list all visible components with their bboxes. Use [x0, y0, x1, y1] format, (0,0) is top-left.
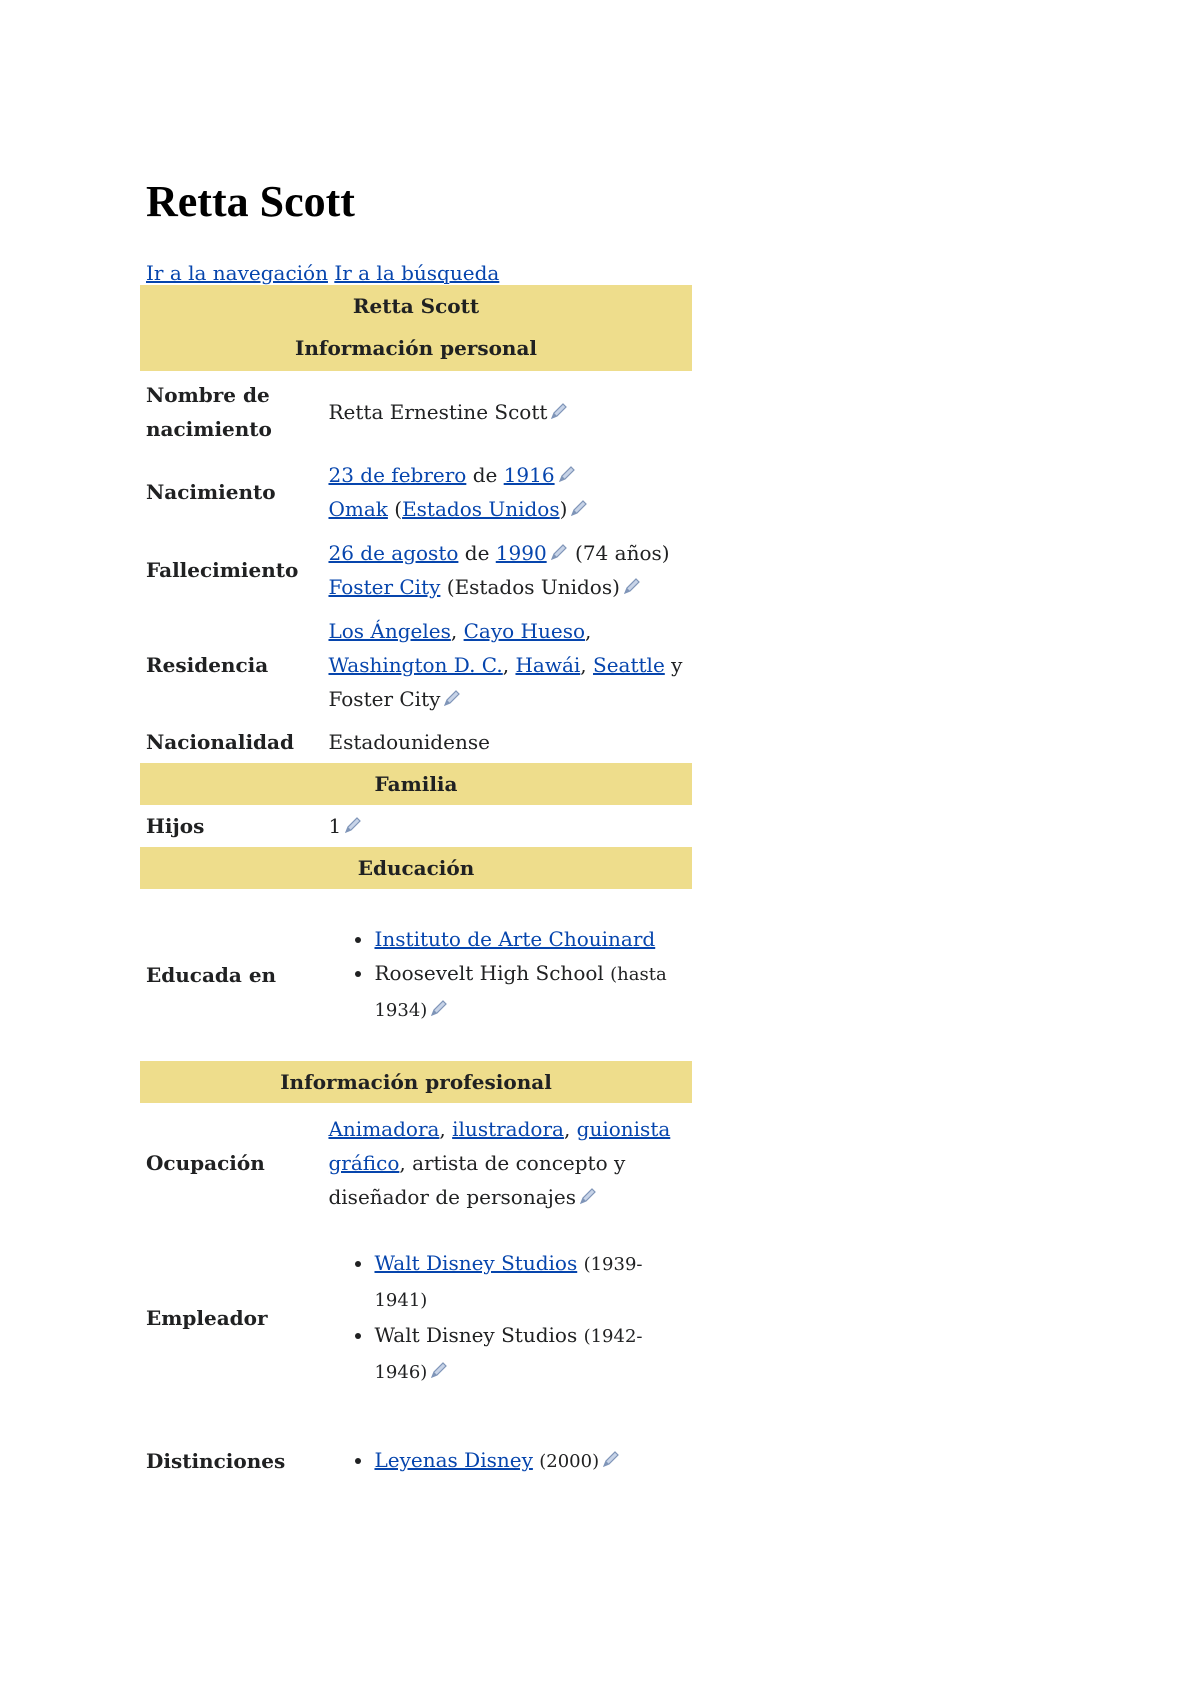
value-death: [322, 531, 692, 609]
value-educated: [322, 889, 692, 1061]
list-item: [374, 1443, 686, 1479]
section-professional-row: [140, 1061, 692, 1103]
birth-day-link[interactable]: 23 de febrero: [328, 463, 467, 487]
educated-roosevelt-note: (hasta 1934): [374, 964, 667, 1021]
row-birth-name: [140, 371, 692, 453]
value-employer: [322, 1223, 692, 1413]
pencil-icon[interactable]: [578, 1182, 598, 1202]
employer-list: [328, 1246, 686, 1390]
employer-note-1: (1939-1941): [374, 1254, 643, 1311]
pencil-icon[interactable]: [429, 994, 449, 1014]
death-day-link[interactable]: 26 de agosto: [328, 541, 459, 565]
infobox: [140, 285, 692, 1509]
row-residence: [140, 609, 692, 721]
residence-link-hawaii[interactable]: Hawái: [515, 653, 581, 677]
label-death: Fallecimiento: [146, 558, 299, 582]
awards-link-disney-legends[interactable]: Leyenas Disney: [374, 1448, 533, 1472]
awards-note: (2000): [539, 1451, 600, 1472]
section-family-row: [140, 763, 692, 805]
residence-conj: y: [671, 653, 683, 677]
employer-note-2: (1942-1946): [374, 1326, 643, 1383]
birth-name-text: Retta Ernestine Scott: [328, 400, 548, 424]
row-death: [140, 531, 692, 609]
pencil-icon[interactable]: [557, 460, 577, 480]
row-birth: [140, 453, 692, 531]
section-professional-header: Información profesional: [140, 1061, 692, 1103]
label-birth: Nacimiento: [146, 480, 276, 504]
occupation-rest: , artista de concepto y diseñador de personajes: [328, 1151, 626, 1209]
label-birth-name: Nombre de nacimiento: [146, 383, 272, 441]
residence-last: Foster City: [328, 687, 441, 711]
row-occupation: [140, 1103, 692, 1223]
label-nationality: Nacionalidad: [146, 730, 294, 754]
pencil-icon[interactable]: [343, 811, 363, 831]
death-de-text: de: [464, 541, 490, 565]
residence-link-seattle[interactable]: Seattle: [593, 653, 665, 677]
skip-links: [146, 258, 499, 288]
section-education-row: [140, 847, 692, 889]
pencil-icon[interactable]: [442, 684, 462, 704]
pencil-icon[interactable]: [429, 1356, 449, 1376]
label-employer: Empleador: [146, 1306, 268, 1330]
death-place-link[interactable]: Foster City: [328, 575, 441, 599]
occupation-link-animadora[interactable]: Animadora: [328, 1117, 440, 1141]
row-employer: [140, 1223, 692, 1413]
page-title: Retta Scott: [146, 177, 355, 226]
list-item: [374, 1246, 686, 1318]
pencil-icon[interactable]: [569, 494, 589, 514]
value-children: [322, 805, 692, 847]
pencil-icon[interactable]: [549, 397, 569, 417]
educated-link-chouinard[interactable]: Instituto de Arte Chouinard: [374, 927, 656, 951]
label-occupation: Ocupación: [146, 1151, 265, 1175]
residence-link-washington[interactable]: Washington D. C.: [328, 653, 503, 677]
employer-link-disney[interactable]: Walt Disney Studios: [374, 1251, 578, 1275]
educated-list: [328, 922, 686, 1028]
value-nationality: Estadounidense: [328, 730, 490, 754]
value-awards: [322, 1413, 692, 1509]
infobox-title-row: [140, 285, 692, 327]
skip-to-search-link[interactable]: Ir a la búsqueda: [334, 261, 500, 285]
educated-roosevelt: Roosevelt High School: [374, 961, 604, 985]
pencil-icon[interactable]: [622, 572, 642, 592]
birth-country-link[interactable]: Estados Unidos: [402, 497, 560, 521]
death-age: (74 años): [575, 541, 670, 565]
occupation-link-guionista[interactable]: guionista gráfico: [328, 1117, 671, 1175]
value-birth: 23 de febrero de 1916 Omak (Estados Unidos): [322, 453, 692, 531]
value-occupation: Animadora, ilustradora, guionista gráfico, artista de concepto y diseñador de personajes: [328, 1117, 671, 1209]
label-residence: Residencia: [146, 653, 269, 677]
row-children: [140, 805, 692, 847]
residence-link-los-angeles[interactable]: Los Ángeles: [328, 619, 451, 643]
death-year-link[interactable]: 1990: [495, 541, 547, 565]
row-awards: [140, 1413, 692, 1509]
pencil-icon[interactable]: [549, 538, 569, 558]
residence-link-cayo-hueso[interactable]: Cayo Hueso: [463, 619, 585, 643]
label-children: Hijos: [146, 814, 205, 838]
list-item: [374, 922, 686, 956]
list-item: [374, 1318, 686, 1390]
children-count: 1: [328, 814, 342, 838]
section-education-header: Educación: [140, 847, 692, 889]
value-birth-name: [322, 371, 692, 453]
awards-list: [328, 1443, 686, 1479]
row-educated: [140, 889, 692, 1061]
occupation-link-ilustradora[interactable]: ilustradora: [452, 1117, 564, 1141]
section-personal-row: [140, 327, 692, 371]
value-residence: Los Ángeles, Cayo Hueso, Washington D. C., Hawái, Seattle y Foster City: [328, 619, 683, 711]
label-awards: Distinciones: [146, 1449, 286, 1473]
skip-to-navigation-link[interactable]: Ir a la navegación: [146, 261, 328, 285]
pencil-icon[interactable]: [601, 1445, 621, 1465]
label-educated: Educada en: [146, 963, 277, 987]
employer-disney-2: Walt Disney Studios: [374, 1323, 578, 1347]
list-item: [374, 956, 686, 1028]
row-nationality: [140, 721, 692, 763]
death-country: (Estados Unidos): [446, 575, 620, 599]
infobox-title: Retta Scott: [140, 285, 692, 327]
section-personal-header: Información personal: [140, 327, 692, 371]
birth-year-link[interactable]: 1916: [503, 463, 555, 487]
birth-place-link[interactable]: Omak: [328, 497, 388, 521]
birth-de-text: de: [472, 463, 498, 487]
section-family-header: Familia: [140, 763, 692, 805]
